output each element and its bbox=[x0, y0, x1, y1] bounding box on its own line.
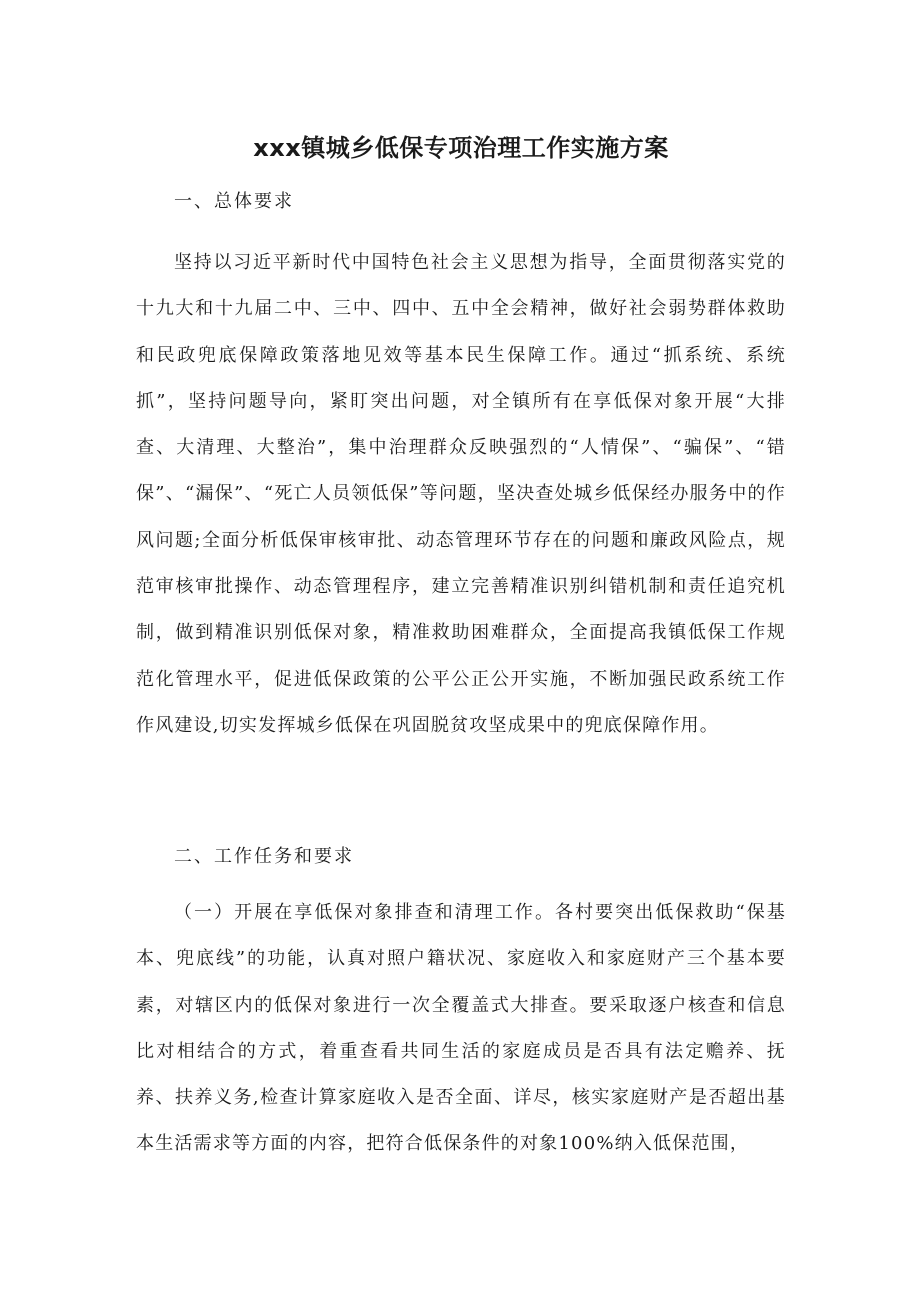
section-paragraph: （一）开展在享低保对象排查和清理工作。各村要突出低保救助“保基本、兜底线”的功能，认真对照户籍状况、家庭收入和家庭财产三个基本要素，对辖区内的低保对象进行一次全覆盖式大排查。要采取逐户核查和信息比对相结合的方式，着重查看共同生活的家庭成员是否具有法定赡养、抚养、扶养义务,检查计算家庭收入是否全面、详尽，核实家庭财产是否超出基本生活需求等方面的内容，把符合低保条件的对象100%纳入低保范围， bbox=[136, 902, 786, 1155]
document-title: xxx镇城乡低保专项治理工作实施方案 bbox=[253, 134, 669, 162]
section-paragraph: 坚持以习近平新时代中国特色社会主义思想为指导，全面贯彻落实党的十九大和十九届二中、三中、四中、五中全会精神，做好社会弱势群体救助和民政兜底保障政策落地见效等基本民生保障工作。通过“抓系统、系统抓”，坚持问题导向，紧盯突出问题，对全镇所有在享低保对象开展“大排查、大清理、大整治”，集中治理群众反映强烈的“人情保”、“骗保”、“错保”、“漏保”、“死亡人员领低保”等问题，坚决查处城乡低保经办服务中的作风问题;全面分析低保审核审批、动态管理环节存在的问题和廉政风险点，规范审核审批操作、动态管理程序，建立完善精准识别纠错机制和责任追究机制，做到精准识别低保对象，精准救助困难群众，全面提高我镇低保工作规范化管理水平，促进低保政策的公平公正公开实施，不断加强民政系统工作作风建设,切实发挥城乡低保在巩固脱贫攻坚成果中的兜底保障作用。 bbox=[136, 252, 786, 736]
section-heading-tasks-and-requirements: 二、工作任务和要求 bbox=[174, 846, 354, 867]
section-heading-general-requirements: 一、总体要求 bbox=[174, 191, 294, 212]
